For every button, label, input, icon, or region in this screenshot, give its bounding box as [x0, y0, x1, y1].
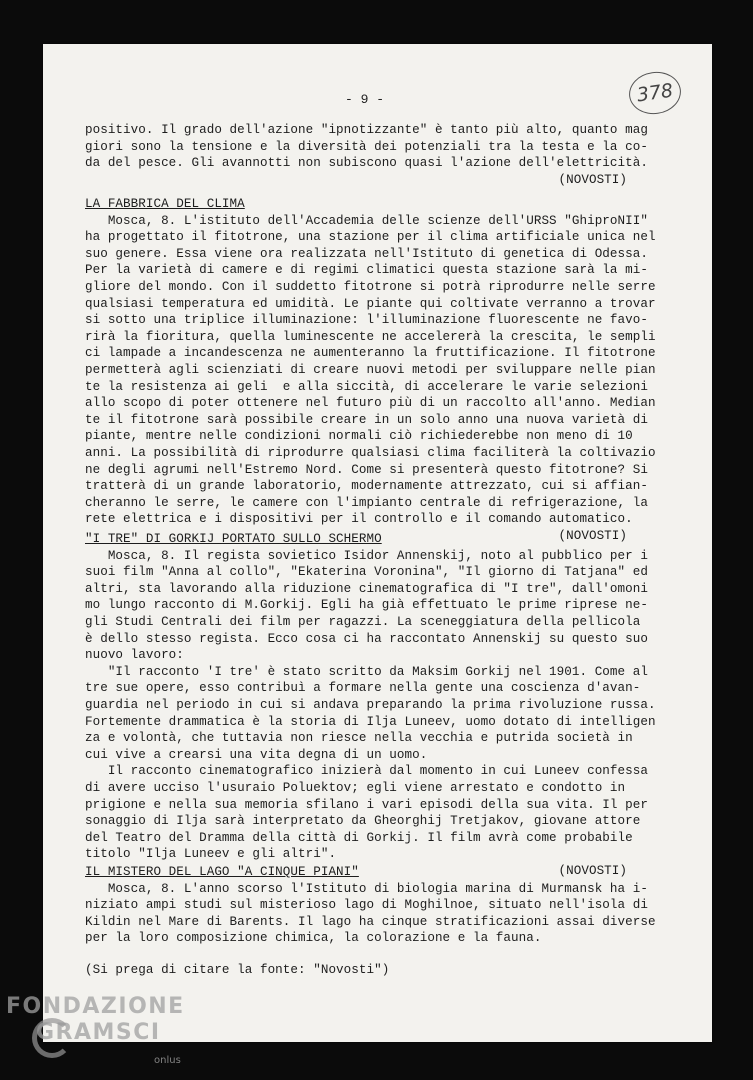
footer-note: (Si prega di citare la fonte: "Novosti") — [85, 963, 390, 977]
article-heading: LA FABBRICA DEL CLIMA — [85, 197, 245, 211]
text-line: Fortemente drammatica è la storia di Ilja Luneev, uomo dotato di intelligen — [85, 714, 656, 729]
text-line: Kildin nel Mare di Barents. Il lago ha cinque stratificazioni assai diverse — [85, 914, 656, 929]
text-line: guardia nel periodo in cui si andava preparando la prima rivoluzione russa. — [85, 697, 656, 712]
text-line: permetterà agli scienziati di creare nuovi metodi per sviluppare nelle pian — [85, 362, 656, 377]
text-line: tre sue opere, esso contribuì a formare nella gente una coscienza d'avan- — [85, 681, 641, 696]
text-line: altri, sta lavorando alla riduzione cinematografica di "I tre", dall'omoni — [85, 581, 648, 596]
text-line: ne degli agrumi nell'Estremo Nord. Come si presenterà questo fitotrone? Si — [85, 462, 648, 477]
text-line: cheranno le serre, le camere con l'impianto centrale di refrigerazione, la — [85, 495, 648, 510]
text-line: di avere ucciso l'usuraio Poluektov; egli viene arrestato e condotto in — [85, 780, 626, 795]
text-line: Mosca, 8. L'istituto dell'Accademia delle scienze dell'URSS "GhiproNII" — [85, 213, 648, 228]
text-line: nuovo lavoro: — [85, 648, 184, 663]
text-line: mo lungo racconto di M.Gorkij. Egli ha già effettuato le prime riprese ne- — [85, 598, 648, 613]
text-line: te il fitotrone sarà possibile creare in un solo anno una nuova varietà di — [85, 412, 648, 427]
article-heading: IL MISTERO DEL LAGO "A CINQUE PIANI" — [85, 865, 359, 879]
text-line: Per la varietà di camere e di regimi climatici questa stazione sarà la mi- — [85, 263, 648, 278]
text-line: tratterà di un grande laboratorio, modernamente attrezzato, cui si affian- — [85, 479, 648, 494]
watermark-suffix: onlus — [154, 1055, 181, 1066]
text-line: gli Studi Centrali dei film per ragazzi. La sceneggiatura della pellicola — [85, 614, 641, 629]
text-line: qualsiasi temperatura ed umidità. Le piante qui coltivate verranno a trovar — [85, 296, 656, 311]
article-heading: "I TRE" DI GORKIJ PORTATO SULLO SCHERMO — [85, 532, 382, 546]
text-line: suo genere. Essa viene ora realizzata nell'Istituto di genetica di Odessa. — [85, 246, 648, 261]
text-line: suoi film "Anna al collo", "Ekaterina Voronina", "Il giorno di Tatjana" ed — [85, 565, 648, 580]
source-credit: (NOVOSTI) — [558, 863, 627, 878]
archive-stamp: 378 — [626, 69, 683, 118]
text-line: ha progettato il fitotrone, una stazione per il clima artificiale unica nel — [85, 230, 656, 245]
text-line: è dello stesso regista. Ecco cosa ci ha raccontato Annenskij su questo suo — [85, 631, 648, 646]
text-line: Mosca, 8. Il regista sovietico Isidor Annenskij, noto al pubblico per i — [85, 548, 648, 563]
text-line: niziato ampi studi sul misterioso lago di Moghilnoe, situato nell'isola di — [85, 898, 648, 913]
text-line: Mosca, 8. L'anno scorso l'Istituto di biologia marina di Murmansk ha i- — [85, 881, 648, 896]
text-line: gliore del mondo. Con il suddetto fitotrone si potrà riprodurre nelle serre — [85, 279, 656, 294]
footer-note-block — [85, 962, 665, 979]
text-line: del Teatro del Dramma della città di Gorkij. Il film avrà come probabile — [85, 830, 633, 845]
text-line: te la resistenza ai geli e alla siccità, di accelerare le varie selezioni — [85, 379, 648, 394]
text-line: per la loro composizione chimica, la colorazione e la fauna. — [85, 931, 542, 946]
text-line: anni. La possibilità di riprodurre qualsiasi clima faciliterà la coltivazio — [85, 445, 656, 460]
page-number: - 9 - — [345, 92, 385, 107]
intro-section — [85, 122, 665, 188]
text-line: prigione e nella sua memoria sfilano i vari episodi della sua vita. Il per — [85, 797, 648, 812]
text-line: si sotto una triplice illuminazione: l'illuminazione fluorescente ne favo- — [85, 313, 648, 328]
watermark-line-2: GRAMSCI — [36, 1020, 161, 1045]
text-line: rete elettrica e i dispositivi per il controllo e il comando automatico. — [85, 512, 633, 527]
watermark-line-1: FONDAZIONE — [6, 994, 185, 1019]
watermark — [6, 994, 185, 1066]
source-credit: (NOVOSTI) — [558, 528, 627, 543]
text-line: da del pesce. Gli avannotti non subiscono quasi l'azione dell'elettricità. — [85, 156, 648, 171]
document-page — [43, 44, 712, 1042]
text-line: "Il racconto 'I tre' è stato scritto da Maksim Gorkij nel 1901. Come al — [85, 664, 648, 679]
text-line: Il racconto cinematografico inizierà dal momento in cui Luneev confessa — [85, 764, 648, 779]
text-line: giori sono la tensione e la diversità dei potenziali tra la testa e la co- — [85, 139, 648, 154]
article-lake — [85, 864, 665, 947]
text-line: ci lampade a incandescenza ne aumenteranno la fruttificazione. Il fitotrone — [85, 346, 656, 361]
text-line: sonaggio di Ilja sarà interpretato da Gheorghij Tretjakov, giovane attore — [85, 814, 641, 829]
text-line: piante, mentre nelle condizioni normali ciò richiederebbe non meno di 10 — [85, 429, 633, 444]
article-gorkij — [85, 531, 665, 879]
text-line: positivo. Il grado dell'azione "ipnotizzante" è tanto più alto, quanto mag — [85, 123, 648, 137]
text-line: titolo "Ilja Luneev e gli altri". — [85, 847, 337, 862]
text-line: cui vive a crearsi una vita degna di un uomo. — [85, 747, 428, 762]
text-line: za e volontà, che tuttavia non riesce nella vecchia e putrida società in — [85, 731, 633, 746]
watermark-logo-icon — [32, 1018, 72, 1058]
text-line: allo scopo di poter ottenere nel futuro più di un raccolto all'anno. Median — [85, 396, 656, 411]
source-credit: (NOVOSTI) — [558, 172, 627, 187]
article-climate — [85, 196, 665, 544]
text-line: rirà la fioritura, quella luminescente ne accelererà la crescita, le sempli — [85, 329, 656, 344]
